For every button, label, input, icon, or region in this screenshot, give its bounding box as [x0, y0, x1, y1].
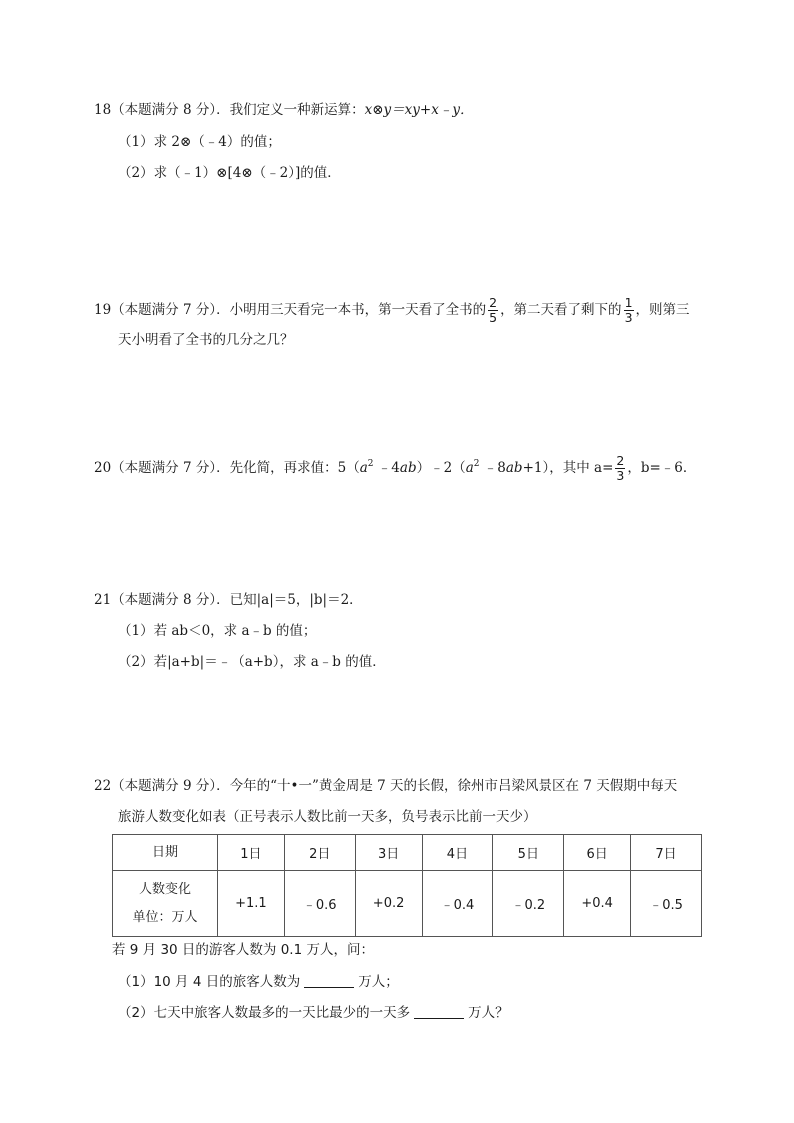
q18-def-x: x: [364, 102, 373, 118]
q19-frac2-denominator: 3: [624, 310, 633, 325]
q22-part2: [118, 1003, 509, 1023]
q19-tail-text: ，则第三: [635, 302, 690, 318]
q22-line2: 旅游人数变化如表（正号表示人数比前一天多，负号表示比前一天少）: [118, 809, 537, 825]
table-value-4: ﹣0.4: [422, 871, 493, 937]
q19-fraction-2: [624, 296, 634, 325]
q22-answer-blank-2[interactable]: [414, 1004, 464, 1019]
q22-part2-text: （2）七天中旅客人数最多的一天比最少的一天多: [118, 1005, 411, 1021]
table-day-6: 6日: [564, 835, 631, 871]
table-day-4: 4日: [422, 835, 493, 871]
q20-heading: 20（本题满分 7 分）．先化简，再求值：$5(a^2$ $﹣4ab)﹣2(a^2$ ﹣8ab+1），其中 a= $\frac{2}{3}$ ，b=﹣6．: [94, 453, 697, 483]
q20-var-ab1: ab: [399, 460, 417, 476]
q19-heading: [94, 290, 690, 330]
q20-fraction: [615, 454, 625, 483]
q20-var-a1: a: [359, 460, 368, 476]
table-value-3: +0.2: [355, 871, 422, 937]
q19-frac2-numerator: 1: [624, 295, 633, 310]
q20-head-text: 20（本题满分 7 分）．先化简，再求值：5（: [94, 460, 360, 476]
q21-heading: 21（本题满分 8 分）．已知|a|＝5，|b|＝2．: [94, 592, 363, 608]
q19-fraction-1: [488, 296, 498, 325]
table-row-label-line2: 单位：万人: [132, 909, 198, 925]
q20-var-ab2: ab: [505, 460, 523, 476]
q18-part2: （2）求（﹣1）⊗[4⊗（﹣2）]的值．: [118, 165, 341, 181]
table-day-2: 2日: [284, 835, 355, 871]
q19-line2: 天小明看了全书的几分之几？: [118, 332, 294, 348]
q20-part4: +1），其中 a=: [522, 460, 614, 476]
q20-tail: ，b=﹣6．: [627, 460, 697, 476]
q18-def-op: ⊗: [372, 102, 384, 118]
q22-answer-blank-1[interactable]: [304, 973, 354, 988]
q20-frac-numerator: 2: [616, 453, 625, 468]
table-day-5: 5日: [493, 835, 564, 871]
table-value-6: +0.4: [564, 871, 631, 937]
table-day-1: 1日: [218, 835, 285, 871]
table-row-label: [113, 871, 218, 937]
q22-heading: 22（本题满分 9 分）．今年的“十•一”黄金周是 7 天的长假，徐州市吕梁风景区在 7 天假期中每天: [94, 778, 678, 794]
table-value-7: ﹣0.5: [631, 871, 702, 937]
q22-part1: [118, 972, 399, 992]
table-day-3: 3日: [355, 835, 422, 871]
table-value-5: ﹣0.2: [493, 871, 564, 937]
table-row-label-line1: 人数变化: [138, 881, 191, 897]
q20-part2: ）﹣2（: [416, 460, 466, 476]
q21-part1: （1）若 ab＜0，求 a﹣b 的值；: [118, 623, 317, 639]
q22-note: 若 9 月 30 日的游客人数为 0.1 万人，问：: [112, 942, 374, 958]
q21-part2: （2）若|a+b|＝﹣（a+b），求 a﹣b 的值．: [118, 654, 386, 670]
q19-mid-text: ，第二天看了剩下的: [500, 302, 622, 318]
q19-head-text: 19（本题满分 7 分）．小明用三天看完一本书，第一天看了全书的: [94, 302, 487, 318]
q18-head-text: 18（本题满分 8 分）．我们定义一种新运算：: [94, 102, 365, 118]
q20-part3: ﹣8: [479, 460, 506, 476]
q18-heading: [94, 100, 473, 120]
visitor-change-table: [112, 834, 702, 937]
table-value-2: ﹣0.6: [284, 871, 355, 937]
table-day-7: 7日: [631, 835, 702, 871]
table-value-1: +1.1: [218, 871, 285, 937]
q20-frac-denominator: 3: [616, 468, 625, 483]
q22-part1-text: （1）10 月 4 日的旅客人数为: [118, 974, 301, 990]
table-header-row: [113, 835, 702, 871]
q22-part2-unit: 万人？: [468, 1005, 509, 1021]
q20-var-a2: a: [465, 460, 474, 476]
q20-part1: ﹣4: [373, 460, 400, 476]
table-value-row: [113, 871, 702, 937]
q18-def-rest: y＝xy+x﹣y．: [383, 102, 474, 118]
q18-part1: （1）求 2⊗（﹣4）的值；: [118, 134, 281, 150]
q19-frac1-numerator: 2: [489, 295, 498, 310]
q19-frac1-denominator: 5: [489, 310, 498, 325]
q22-part1-unit: 万人；: [358, 974, 399, 990]
table-header-label: 日期: [113, 835, 218, 871]
